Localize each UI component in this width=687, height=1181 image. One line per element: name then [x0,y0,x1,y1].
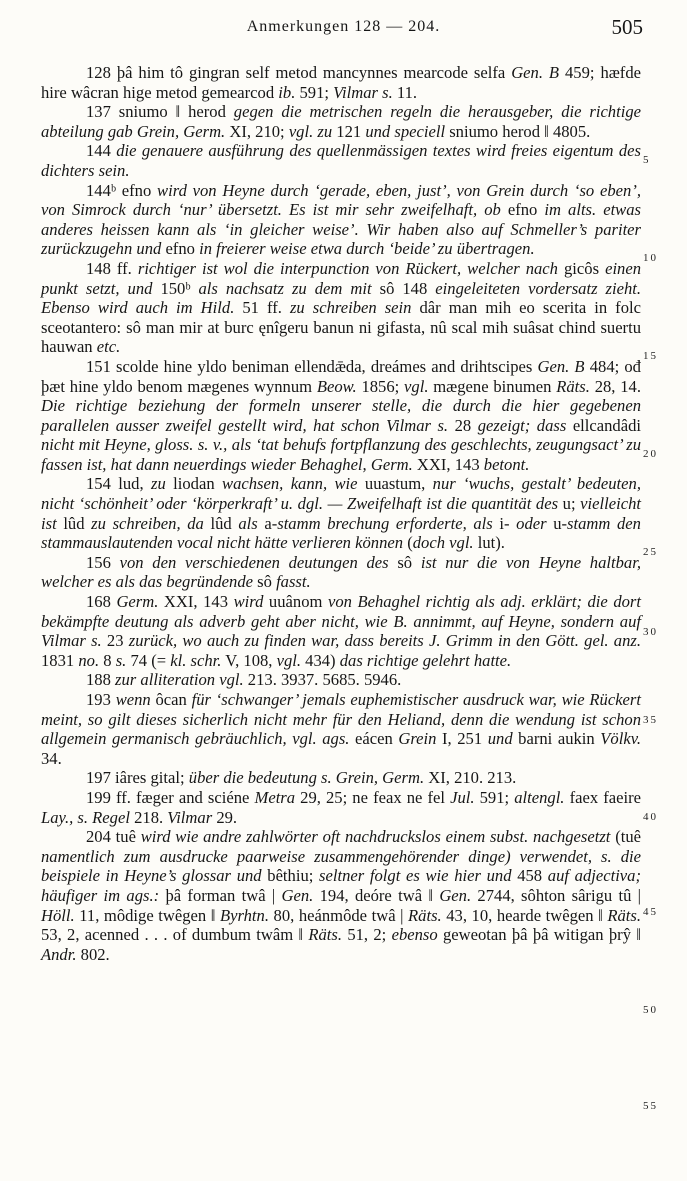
italic-text: vgl. [276,650,302,670]
line-number: 25 [643,546,658,558]
italic-text: von Behaghel richtig als adj. erklärt; die dort bekämpfte deutung als adverb geht aber nicht, wie B. annimmt, auf Heyne, sondern auf Vilmar s. [41,592,641,651]
note-p199 [41,788,641,827]
roman-text: 156 [86,552,120,572]
page-number: 505 [611,15,643,39]
roman-text: (tuê [610,827,641,847]
roman-text: 144ᵇ efno [86,180,158,200]
roman-text: 2744, sôhton sârigu tû | [471,885,641,905]
roman-text: 197 iâres gital; [86,768,189,788]
roman-text: 43, 10, hearde twêgen ‖ [441,905,608,925]
roman-text: lûd [56,513,92,533]
italic-text: Germ. [116,592,159,612]
roman-text: 458 [511,866,548,886]
roman-text: efno [161,239,200,259]
roman-text: 128 þâ him tô gingran self metod mancynnes mearcode selfa [86,63,512,82]
italic-text: Vilmar [167,807,213,827]
italic-text: das richtige gelehrt hatte. [339,650,512,670]
roman-text: 148 ff. [86,258,138,278]
roman-text: 51 ff. [234,298,290,318]
italic-text: im alts. etwas anderes heissen kann als ‘in gleicher weise’. Wir haben also auf Schmeller’s pariter zurückzugehn und [41,200,642,259]
roman-text: 137 sniumo ‖ herod [86,102,234,122]
note-p144 [41,141,641,180]
italic-text: Gen. [439,885,472,905]
roman-text: 121 [332,121,366,141]
note-p156 [41,553,641,592]
note-p128 [41,63,641,102]
roman-text: lûd [203,513,239,533]
italic-text: namentlich zum ausdrucke paarweise zusammengehörender dinge) verwendet, s. die beispiele in Heyne’s glossar und [41,846,641,886]
italic-text: fasst. [276,572,311,592]
line-number: 50 [643,1004,658,1016]
roman-text: sô [388,552,421,572]
italic-text: ib. [278,82,296,102]
italic-text: oder [516,513,547,533]
italic-text: Völkv. [600,729,641,749]
roman-text: geweotan þâ þâ witigan þrŷ ‖ [437,925,641,945]
roman-text: efno [500,200,545,220]
italic-text: altengl. [514,787,565,807]
roman-text: sniumo herod ‖ 4805. [445,121,591,141]
italic-text: ebenso [391,925,438,945]
italic-text: Metra [254,787,296,807]
roman-text: 80, heánmôde twâ | [268,905,409,925]
line-number: 55 [643,1100,658,1112]
italic-text: eingeleiteten vordersatz zieht. Ebenso wird auch im Hild. [41,278,642,318]
roman-text: 459; hæfde hire wâcran hige metod gemearcod [41,63,641,102]
notes-body [41,63,641,964]
italic-text: no. [78,650,100,670]
italic-text: Beow. [316,376,357,396]
roman-text: 29. [212,807,238,827]
roman-text: 193 [86,690,116,709]
note-p204 [41,827,641,964]
italic-text: wenn [115,690,151,709]
roman-text: 434) [301,650,340,670]
note-p137 [41,102,641,141]
line-number: 45 [643,906,658,918]
roman-text: 1831 [41,650,79,670]
italic-text: für ‘schwanger’ jemals euphemistischer ausdruck war, wie Rückert meint, so gilt dieses sicherlich nicht mehr für den Heliand, denn die wendung ist schon allgemein germanisch gebräuchlich, vgl. ags. [41,690,641,749]
italic-text: Jul. [450,787,475,807]
roman-text: 11, môdige twêgen ‖ [74,905,220,925]
italic-text: Byrhtn. [219,905,269,925]
note-p193 [41,690,641,768]
line-number: 5 [643,154,651,166]
roman-text: ellcandâdi [566,415,642,435]
note-p154 [41,474,641,552]
italic-text: Räts. [408,905,442,925]
italic-text: vielleicht ist [41,494,641,533]
running-header [0,15,687,42]
roman-text: XXI, 143 [158,592,234,612]
italic-text: wird [233,592,264,612]
italic-text: stamm den stammauslautenden vocal nicht hätte verlieren können [41,513,641,553]
line-number: 15 [643,350,658,362]
roman-text: lut). [473,533,505,553]
italic-text: seltner folgt es wie hier und [319,866,512,886]
line-number: 20 [643,448,658,460]
italic-text: vgl. zu [288,121,333,141]
roman-text: 802. [76,944,110,964]
roman-text: 151 scolde hine yldo beniman ellendǣda, dreámes and drihtscipes [86,356,538,376]
roman-text: 28 [448,415,478,435]
note-p168 [41,592,641,670]
roman-text: uuânom [263,592,328,612]
roman-text: ôcan [150,690,192,709]
italic-text: von den verschiedenen deutungen des [119,552,389,572]
roman-text: 188 [86,670,116,690]
italic-text: als nachsatz zu dem mit [198,278,372,298]
italic-text: vgl. [404,376,429,396]
italic-text: ist nur die von Heyne haltbar, welcher es als das begründende [41,552,641,592]
italic-text: einen punkt setzt, und [41,258,642,298]
roman-text: sô 148 [371,278,436,298]
italic-text: als [238,513,258,533]
roman-text: 591; [474,787,515,807]
italic-text: zur alliteration vgl. [115,670,244,690]
roman-text: 484; ođ þæt hine yldo benom mægenes wynnum [41,356,641,396]
roman-text: 53, 2, acenned . . . of dumbum twâm ‖ [41,925,309,945]
roman-text: 28, 14. [589,376,641,396]
roman-text: 150ᵇ [152,278,199,298]
note-p188 [41,670,641,690]
roman-text: 199 ff. fæger and sciéne [86,787,255,807]
roman-text: 204 tuê [86,827,141,847]
roman-text: sô [253,572,277,592]
italic-text: Lay., s. Regel [41,807,130,827]
roman-text: I, 251 [436,729,488,749]
roman-text: ( [403,533,413,553]
italic-text: und speciell [365,121,446,141]
italic-text: stamm brechung erforderte, als [277,513,493,533]
italic-text: Grein [398,729,437,749]
roman-text: mægene binumen [428,376,557,396]
italic-text: etc. [96,337,121,357]
italic-text: nur ‘wuchs, gestalt’ bedeuten, nicht ‘schönheit’ oder ‘körperkraft’ u. dgl. — Zweifelhaft ist die quantität des [41,474,641,514]
italic-text: die genauere ausführung des quellenmässigen textes wird freies eigentum des dichters sein. [41,141,641,180]
note-p148 [41,259,641,357]
roman-text: 154 lud, [86,474,152,494]
italic-text: Räts. [556,376,590,396]
roman-text: 34. [41,748,62,768]
italic-text: Gen. B [537,356,585,376]
roman-text: 11. [392,82,418,102]
roman-text: a- [257,513,278,533]
italic-text: und [487,729,513,749]
roman-text: XXI, 143 [412,454,484,474]
note-p197 [41,768,641,788]
italic-text: Räts. [308,925,343,945]
roman-text: 29, 25; ne feax ne fel [295,787,451,807]
roman-text: eácen [349,729,399,749]
roman-text: dâr man mih eo scerita in folc sceotantero: sô man mir at burc ęnîgeru banun ni gifasta, nû scal mih suâsat chind suertu hauwan [41,298,641,357]
roman-text: i- [492,513,517,533]
italic-text: Räts. [607,905,642,925]
roman-text: 8 [99,650,116,670]
roman-text: V, 108, [221,650,277,670]
roman-text: 23 [101,631,129,651]
italic-text: in freierer weise etwa durch ‘beide’ zu übertragen. [199,239,535,259]
italic-text: Die richtige beziehung der formeln unserer stelle, die durch die hier gegebenen parallelen ausser zweifel gestellt wird, hat schon Vilmar s. [41,396,641,435]
roman-text: 168 [86,592,117,612]
italic-text: zu [151,474,166,494]
italic-text: kl. schr. [170,650,222,670]
roman-text: u; [558,494,581,514]
roman-text: 218. [129,807,168,827]
roman-text: bêthiu; [261,866,320,886]
running-title: Anmerkungen 128 — 204. [246,18,441,35]
roman-text: 213. 3937. 5685. 5946. [243,670,402,690]
roman-text: uuastum, [357,474,433,494]
note-p151 [41,357,641,475]
roman-text: þâ forman twâ | [159,885,282,905]
line-number: 35 [643,714,658,726]
roman-text: 591; [295,82,334,102]
italic-text: richtiger ist wol die interpunction von Rückert, welcher nach [137,258,558,278]
italic-text: wird von Heyne durch ‘gerade, eben, just’, von Grein durch ‘so eben’, von Simrock durch ‘nur’ übersetzt. Es ist mir sehr zweifelhaft, ob [41,180,641,220]
italic-text: wird wie andre zahlwörter oft nachdruckslos einem subst. nachgesetzt [140,827,611,847]
note-p144b [41,181,641,259]
italic-text: Gen. [281,885,314,905]
italic-text: s. [115,650,127,670]
line-number: 10 [643,252,658,264]
line-number: 30 [643,626,658,638]
italic-text: gezeigt; dass [477,415,567,435]
roman-text: 1856; [356,376,405,396]
italic-text: zu schreiben sein [289,298,412,318]
italic-text: auf adjectiva; häufiger im ags.: [41,866,641,905]
italic-text: Andr. [41,944,77,964]
italic-text: wachsen, kann, wie [222,474,358,494]
roman-text: XI, 210. 213. [424,768,517,788]
roman-text: u- [546,513,568,533]
italic-text: zu schreiben, da [91,513,204,533]
roman-text: 194, deóre twâ ‖ [313,885,440,905]
roman-text: faex faeire [564,787,641,807]
italic-text: zurück, wo auch zu finden war, dass bereits J. Grimm in den Gött. gel. anz. [128,631,642,651]
italic-text: nicht mit Heyne, gloss. s. v., als ‘tat behufs fortpflanzung des geschlechts, zeugungsact’ zu fassen ist, hat dann neuerdings wieder Behaghel, Germ. [41,435,641,474]
roman-text: 74 (= [126,650,171,670]
roman-text: 51, 2; [342,925,392,945]
italic-text: doch vgl. [412,533,474,553]
italic-text: gegen die metrischen regeln die herausgeber, die richtige abteilung gab Grein, Germ. [41,102,641,141]
roman-text: XI, 210; [225,121,289,141]
roman-text: barni aukin [512,729,601,749]
line-number: 40 [643,811,658,823]
italic-text: Höll. [41,905,75,925]
italic-text: über die bedeutung s. Grein, Germ. [188,768,425,788]
italic-text: betont. [483,454,530,474]
italic-text: Gen. B [511,63,560,82]
roman-text: gicôs [557,258,606,278]
roman-text: liodan [165,474,223,494]
roman-text: 144 [86,141,117,161]
italic-text: Vilmar s. [333,82,393,102]
